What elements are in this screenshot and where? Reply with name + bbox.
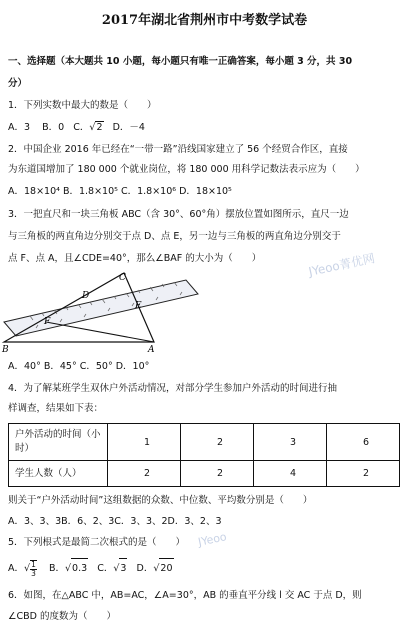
q1-option-c: C．√2 [73,122,103,133]
q3-line-2: 与三角板的两直角边分别交于点 D、点 E，另一边与三角板的两直角边分别交于 [8,231,341,242]
table-cell: 6 [327,424,400,461]
q4-line-2: 样调查，结果如下表： [8,403,104,414]
table-cell: 3 [254,424,327,461]
q3-figure [0,270,200,354]
q5-option-c: C．√3 [97,558,127,579]
label-a: A [148,345,155,354]
radicand: 2 [96,122,103,133]
table-header: 户外活动的时间（小时） [9,424,108,461]
table-cell: 2 [181,424,254,461]
q1-option-b: B．0 [42,122,65,133]
q6-line-1: 6．如图，在△ABC 中，AB=AC，∠A=30°，AB 的垂直平分线 l 交 AC 于点 D，则 [8,590,362,601]
table-cell: 4 [254,461,327,487]
q6-line-2: ∠CBD 的度数为（ ） [8,611,117,622]
q5-stem: 5．下列根式是最简二次根式的是（ ） [8,537,186,548]
label-d: D [82,291,90,301]
table-cell: 2 [181,461,254,487]
section-heading: 一、选择题（本大题共 10 小题，每小题只有唯一正确答案，每小题 3 分，共 30 [8,56,353,67]
q1-options [8,121,145,134]
q3-options: A．40° B．45° C．50° D．10° [8,361,150,372]
q5-option-a: A．√ $\frac{1}{3}$ [8,559,36,578]
q4-table [8,423,400,487]
q5-options [8,558,174,579]
q2-options: A．18×10⁴ B．1.8×10⁵ C．1.8×10⁶ D．18×10⁵ [8,186,232,197]
table-cell: 2 [108,461,181,487]
exam-title: 2017年湖北省荆州市中考数学试卷 [101,13,308,28]
section-heading-cont: 分） [8,78,28,89]
q1-stem: 1．下列实数中最大的数是（ ） [8,100,157,111]
q4-after: 则关于“户外活动时间”这组数据的众数、中位数、平均数分别是（ ） [8,495,313,506]
q5-option-d: D．√20 [137,558,174,579]
table-header: 学生人数（人） [9,461,108,487]
watermark-2: JYeoo [196,530,228,549]
table-row [9,424,400,461]
q1-option-a: A．3 [8,122,31,133]
segment-fa [46,322,154,342]
q4-line-1: 4．为了解某班学生双休户外活动情况，对部分学生参加户外活动的时间进行抽 [8,383,338,394]
q1-option-d: D．－4 [112,122,145,133]
label-b: B [2,345,9,354]
table-cell: 2 [327,461,400,487]
label-e: E [135,301,142,311]
q2-line-1: 2．中国企业 2016 年已经在“一带一路”沿线国家建立了 56 个经贸合作区，直接 [8,144,348,155]
table-cell: 1 [108,424,181,461]
label-f: F [44,317,51,327]
table-row [9,461,400,487]
q3-line-3: 点 F、点 A，且∠CDE=40°，那么∠BAF 的大小为（ ） [8,253,262,264]
q5-option-b: B．√0.3 [49,558,88,579]
q2-line-2: 为东道国增加了 180 000 个就业岗位，将 180 000 用科学记数法表示应为（ ） [8,164,365,175]
label-c: C [119,273,126,283]
q4-options: A．3、3、3B．6、2、3C．3、3、2D．3、2、3 [8,516,222,527]
q3-line-1: 3．一把直尺和一块三角板 ABC（含 30°、60°角）摆放位置如图所示，直尺一边 [8,209,349,220]
ruler [4,280,198,336]
watermark: JYeoo菁优网 [307,251,377,279]
